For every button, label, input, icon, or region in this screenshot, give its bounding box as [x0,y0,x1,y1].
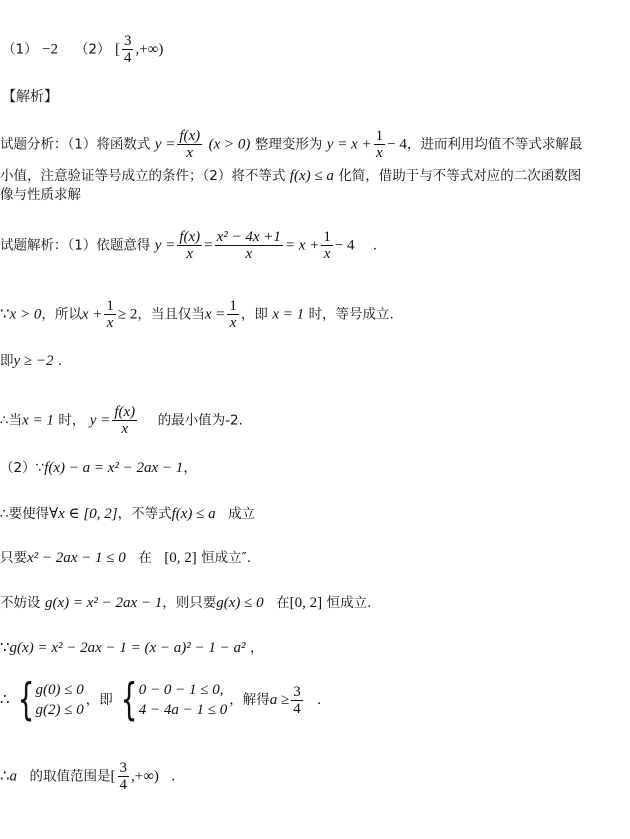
step-8: ∴ { g(0) ≤ 0 g(2) ≤ 0 ，即 { 0 − 0 − 1 ≤ 0, 4 − 4a − 1 ≤ 0 ，解得a ≥ $\frac{3}{4}$ . [0,674,321,725]
answer-line [2,33,163,66]
step-9: ∴a 的取值范围是[ $\frac{3}{4}$ ,+∞) . [0,760,176,793]
solution-line: 试题解析：（1）依题意得 y = $\frac{f(x)}{x}$ = $\frac{\text{x² − 4x +1}}{x}$ = x + $\frac{1}{x}$ − 4 . [0,229,377,262]
part2-line: （2）∵f(x) − a = x² − 2ax − 1， [0,460,197,476]
step-5: 只要x² − 2ax − 1 ≤ 0 在 [0, 2] 恒成立″. [0,550,251,566]
step-3: ∴当x = 1 时， y = $\frac{f(x)}{x}$ 的最小值为-2. [0,404,243,437]
answer-fraction: $\frac{3}{4}$ [123,33,132,66]
step-6: 不妨设 g(x) = x² − 2ax − 1，则只要g(x) ≤ 0 在[0, 2] 恒成立. [0,595,372,611]
answer-p2-left: [ [114,41,120,58]
system-2: { 0 − 0 − 1 ≤ 0, 4 − 4a − 1 ≤ 0 [120,674,228,725]
answer-p1-value: −2 [42,41,59,58]
answer-p2-right: ,+∞) [135,41,164,58]
analysis-line-1: 试题分析：（1）将函数式 y = $\frac{f(x)}{x}$ (x > 0) 整理变形为 y = x + $\frac{1}{x}$ − 4，进而利用均值不等式求解最 [0,128,583,161]
step-2: 即y ≥ −2 . [0,353,62,369]
step-7: ∵g(x) = x² − 2ax − 1 = (x − a)² − 1 − a² ， [0,640,264,656]
step-4: ∴要使得∀x ∈ [0, 2]，不等式f(x) ≤ a 成立 [0,506,256,522]
analysis-heading: 【解析】 [2,89,58,105]
step-1: ∵x > 0，所以x + $\frac{1}{x}$ ≥ 2，当且仅当x = $\frac{1}{x}$ ，即 x = 1 时，等号成立. [0,298,394,331]
answer-p1-label: （1） [2,41,38,58]
analysis-line-3: 像与性质求解 [0,187,81,203]
analysis-line-2: 小值，注意验证等号成立的条件；（2）将不等式 f(x) ≤ a 化简，借助于与不等式对应的二次函数图 [0,168,582,184]
answer-p2-label: （2） [74,41,111,58]
system-1: { g(0) ≤ 0 g(2) ≤ 0 [17,674,84,725]
